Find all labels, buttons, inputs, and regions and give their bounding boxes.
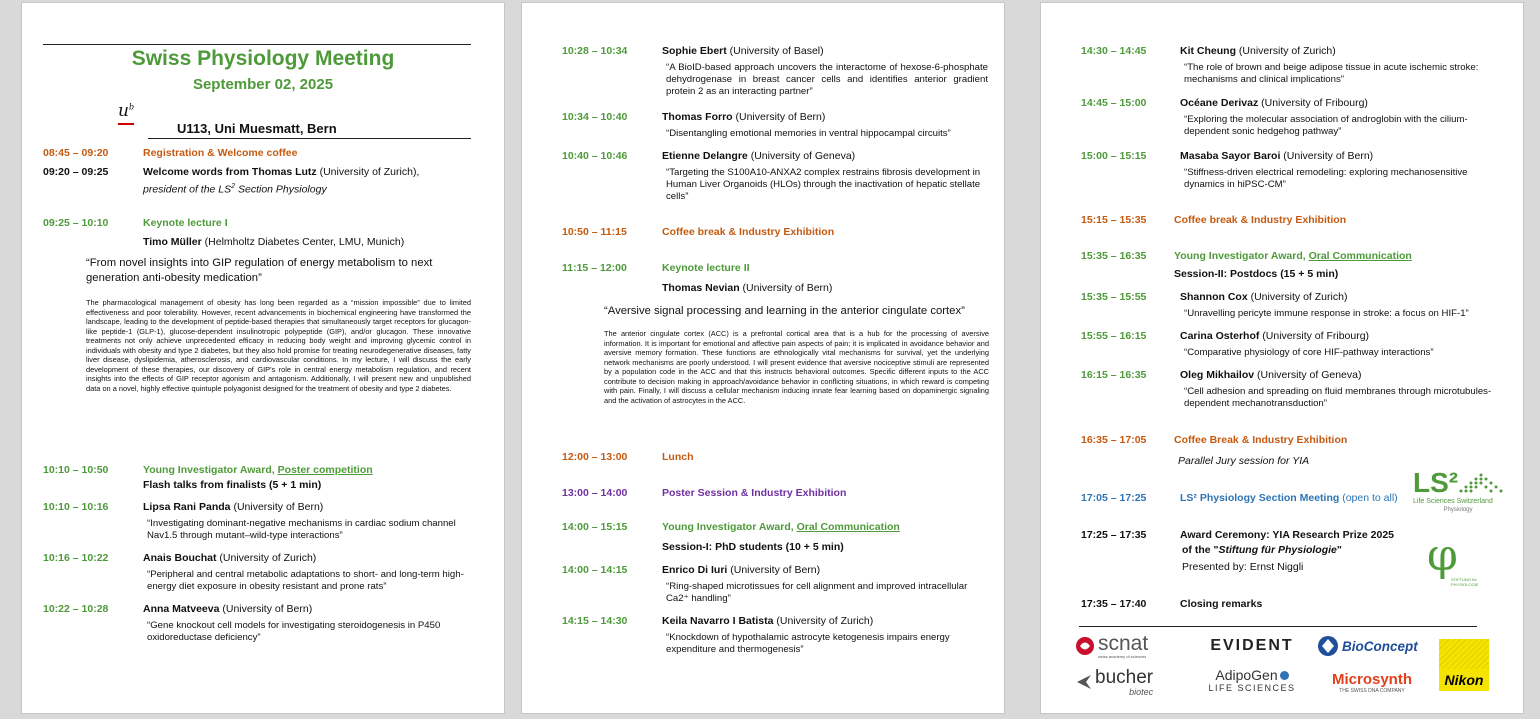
poster-session-label: Poster Session & Industry Exhibition <box>662 487 847 499</box>
time-1200: 12:00 – 13:00 <box>562 451 628 463</box>
scnat-icon <box>1075 636 1095 656</box>
coffee-break-3: Coffee Break & Industry Exhibition <box>1174 434 1348 446</box>
speaker-delangre: Etienne Delangre (University of Geneva) <box>662 150 856 162</box>
time-1400: 14:00 – 15:15 <box>562 521 628 533</box>
meeting-date: September 02, 2025 <box>192 76 334 93</box>
talk-cox: “Unravelling pericyte immune response in stroke: a focus on HIF-1” <box>1184 308 1469 319</box>
time-0845: 08:45 – 09:20 <box>43 147 109 159</box>
session-2-label: Session-II: Postdocs (15 + 5 min) <box>1174 268 1339 280</box>
time-1034: 10:34 – 10:40 <box>562 111 628 123</box>
microsynth-logo: Microsynth THE SWISS DNA COMPANY <box>1331 670 1412 694</box>
speaker-baroi: Masaba Sayor Baroi (University of Bern) <box>1180 150 1374 162</box>
time-1016: 10:16 – 10:22 <box>43 552 109 564</box>
talk-matveeva: “Gene knockout cell models for investigating steroidogenesis in P450 oxidoreductase deficiency” <box>147 620 441 643</box>
adipogen-logo: AdipoGen LIFE SCIENCES <box>1208 667 1296 693</box>
talk-delangre: “Targeting the S100A10-ANXA2 complex restrains fibrosis development in Human Liver Organoids (HLOs) through the inactivation of hepatic stellate cells” <box>666 167 981 202</box>
welcome-words: Welcome words from Thomas Lutz (University of Zurich), <box>143 166 420 178</box>
sponsors-rule <box>1079 626 1477 627</box>
coffee-break-1: Coffee break & Industry Exhibition <box>662 226 835 238</box>
time-1725: 17:25 – 17:35 <box>1081 529 1147 541</box>
registration-label: Registration & Welcome coffee <box>143 147 298 159</box>
time-1635: 16:35 – 17:05 <box>1081 434 1147 446</box>
speaker-panda: Lipsa Rani Panda (University of Bern) <box>143 501 324 513</box>
speaker-navarro: Keila Navarro I Batista (University of Zurich) <box>662 615 874 627</box>
speaker-osterhof: Carina Osterhof (University of Fribourg) <box>1180 330 1370 342</box>
speaker-matveeva: Anna Matveeva (University of Bern) <box>143 603 313 615</box>
time-1040: 10:40 – 10:46 <box>562 150 628 162</box>
speaker-cheung: Kit Cheung (University of Zurich) <box>1180 45 1336 57</box>
bioconcept-icon <box>1317 635 1339 657</box>
time-1430: 14:30 – 14:45 <box>1081 45 1147 57</box>
welcome-president: president of the $LS^2$ Section Physiology <box>143 183 327 196</box>
speaker-ebert: Sophie Ebert (University of Basel) <box>662 45 824 57</box>
award-foundation: of the "Stiftung für Physiologie" <box>1182 544 1342 556</box>
time-1115: 11:15 – 12:00 <box>562 262 627 274</box>
venue: U113, Uni Muesmatt, Bern <box>177 121 337 136</box>
time-1535-1555: 15:35 – 15:55 <box>1081 291 1147 303</box>
keynote-1-label: Keynote lecture I <box>143 217 228 229</box>
time-1050: 10:50 – 11:15 <box>562 226 627 238</box>
award-ceremony: Award Ceremony: YIA Research Prize 2025 <box>1180 529 1394 541</box>
yia-poster-label: Young Investigator Award, Poster competition <box>143 464 373 476</box>
top-rule <box>43 44 471 45</box>
talk-cheung: “The role of brown and beige adipose tissue in acute ischemic stroke: mechanisms and clinical implications” <box>1184 62 1479 85</box>
time-1705: 17:05 – 17:25 <box>1081 492 1147 504</box>
time-1415: 14:15 – 14:30 <box>562 615 628 627</box>
keynote-2-talk: “Aversive signal processing and learning in the anterior cingulate cortex” <box>604 305 965 317</box>
venue-rule <box>148 138 471 139</box>
keynote-2-speaker: Thomas Nevian (University of Bern) <box>662 282 833 294</box>
ls2-logo: LS² Life Sciences Switzerland Physiology <box>1413 469 1513 523</box>
meeting-title: Swiss Physiology Meeting <box>131 47 395 70</box>
time-1010: 10:10 – 10:50 <box>43 464 109 476</box>
time-1535: 15:35 – 16:35 <box>1081 250 1147 262</box>
session-1-label: Session-I: PhD students (10 + 5 min) <box>662 541 844 553</box>
closing-remarks: Closing remarks <box>1180 598 1263 610</box>
time-1500: 15:00 – 15:15 <box>1081 150 1147 162</box>
stiftung-logo: φ STIFTUNG für PHYSIOLOGIE <box>1427 530 1479 587</box>
nikon-logo: Nikon <box>1439 639 1489 691</box>
jury-session: Parallel Jury session for YIA <box>1178 455 1310 467</box>
talk-di-iuri: “Ring-shaped microtissues for cell alignment and improved intracellular Ca2⁺ handling” <box>666 581 968 604</box>
bioconcept-logo: BioConcept <box>1317 633 1427 659</box>
time-1022: 10:22 – 10:28 <box>43 603 109 615</box>
speaker-di-iuri: Enrico Di Iuri (University of Bern) <box>662 564 821 576</box>
program-page-2 <box>521 2 1005 714</box>
time-1615: 16:15 – 16:35 <box>1081 369 1147 381</box>
scnat-logo: scnat swiss academy of sciences <box>1075 631 1175 661</box>
keynote-1-talk: “From novel insights into GIP regulation of energy metabolism to next generation anti-obesity medication” <box>86 257 433 284</box>
speaker-mikhailov: Oleg Mikhailov (University of Geneva) <box>1180 369 1362 381</box>
flash-talks-label: Flash talks from finalists (5 + 1 min) <box>143 479 322 491</box>
section-meeting-label: LS² Physiology Section Meeting (open to all) <box>1180 492 1398 504</box>
talk-mikhailov: “Cell adhesion and spreading on fluid membranes through microtubules-dependent mechanotransduction” <box>1184 386 1492 409</box>
time-1300: 13:00 – 14:00 <box>562 487 628 499</box>
time-1445: 14:45 – 15:00 <box>1081 97 1147 109</box>
talk-osterhof: “Comparative physiology of core HIF-pathway interactions” <box>1184 347 1434 358</box>
talk-panda: “Investigating dominant-negative mechanisms in cardiac sodium channel Nav1.5 through mutant–wild-type interactions” <box>147 518 456 541</box>
bucher-logo: bucher biotec <box>1075 665 1185 699</box>
speaker-bouchat: Anais Bouchat (University of Zurich) <box>143 552 317 564</box>
talk-baroi: “Stiffness-driven electrical remodeling: exploring mechanosensitive dynamics in hiPSC-CM” <box>1184 167 1468 190</box>
talk-ebert: “A BioID-based approach uncovers the interactome of hexose-6-phosphate dehydrogenase in breast cancer cells and identifies anterior gradient protein 2 as an interacting partner” <box>666 62 988 97</box>
time-1735: 17:35 – 17:40 <box>1081 598 1147 610</box>
unibe-logo: $u^b$ <box>118 101 134 121</box>
bucher-icon <box>1075 673 1093 691</box>
time-1028: 10:28 – 10:34 <box>562 45 628 57</box>
time-0920: 09:20 – 09:25 <box>43 166 109 178</box>
program-page-3 <box>1040 2 1524 714</box>
time-1555: 15:55 – 16:15 <box>1081 330 1147 342</box>
coffee-break-2: Coffee break & Industry Exhibition <box>1174 214 1347 226</box>
time-1400-1415: 14:00 – 14:15 <box>562 564 628 576</box>
talk-forro: “Disentangling emotional memories in ventral hippocampal circuits” <box>666 128 951 139</box>
talk-bouchat: “Peripheral and central metabolic adaptations to short- and long-term high-energy diet exposure in obesity resistant and prone rats” <box>147 569 464 592</box>
lunch-label: Lunch <box>662 451 694 463</box>
speaker-derivaz: Océane Derivaz (University of Fribourg) <box>1180 97 1368 109</box>
keynote-1-speaker: Timo Müller (Helmholtz Diabetes Center, LMU, Munich) <box>143 236 405 248</box>
adipogen-dot-icon <box>1280 671 1289 680</box>
yia-oral-2-label: Young Investigator Award, Oral Communication <box>1174 250 1412 262</box>
time-1515: 15:15 – 15:35 <box>1081 214 1147 226</box>
keynote-2-label: Keynote lecture II <box>662 262 750 274</box>
talk-derivaz: “Exploring the molecular association of androglobin with the cilium-dependent sonic hedgehog pathway” <box>1184 114 1468 137</box>
yia-oral-1-label: Young Investigator Award, Oral Communication <box>662 521 900 533</box>
ls2-dots-icon <box>1457 473 1503 495</box>
time-0925: 09:25 – 10:10 <box>43 217 109 229</box>
keynote-2-abstract: The anterior cingulate cortex (ACC) is a prefrontal cortical area that is a hub for the processing of aversive information. It is important for emotional and affective pain aspects of pain; it is implicated in avoidance behavior and aversive memory formation. These functions are ethnologically vital mechanisms for survival, yet the underlying network mechanisms are poorly understood. I will present evidence that aversive nociceptive stimuli are represented by a population code in the ACC and that this instructs behavioral outcomes. Specific different inputs to the ACC contribute to decision making in approach/avoidance behavior in conflicting situations, in which reward is competing with pain. Finally, I will discuss a cellular mechanism inducing innate fear learning based on dopaminergic signaling and the activation of astrocytes in the ACC. <box>604 329 989 405</box>
speaker-forro: Thomas Forro (University of Bern) <box>662 111 826 123</box>
talk-navarro: “Knockdown of hypothalamic astrocyte ketogenesis impairs energy expenditure and thermogenesis” <box>666 632 950 655</box>
award-presenter: Presented by: Ernst Niggli <box>1182 561 1304 573</box>
time-1010-1016: 10:10 – 10:16 <box>43 501 109 513</box>
keynote-1-abstract: The pharmacological management of obesity has long been regarded as a “mission impossible” due to limited effectiveness and poor tolerability. However, recent advancements in biochemical engineering have transformed the landscape, leading to the development of peptide-based therapies that simultaneously target receptors for glucagon-like peptide-1 (GLP-1), glucose-dependent insulinotropic polypeptide (GIP), and/or glucagon. These innovative treatments not only achieve unprecedented efficacy in reducing body weight and improving glycemic control in individuals with obesity and type 2 diabetes, but they also hold promise for treating neurodegenerative diseases, fatty liver disease, dyslipidemia, atherosclerosis, and cardiovascular conditions. In my lecture, I will discuss the early development of these therapies, our discovery of GIP’s role in central energy metabolism regulation, and recent insights into the effects of GIP receptor agonism and antagonism. Additionally, I will present new and unpublished data on a novel, highly effective quintuple polyagonist designed for the treatment of obesity and type 2 diabetes. <box>86 298 471 393</box>
evident-logo: EVIDENT <box>1210 637 1294 654</box>
speaker-cox: Shannon Cox (University of Zurich) <box>1180 291 1348 303</box>
program-page-1 <box>21 2 505 714</box>
